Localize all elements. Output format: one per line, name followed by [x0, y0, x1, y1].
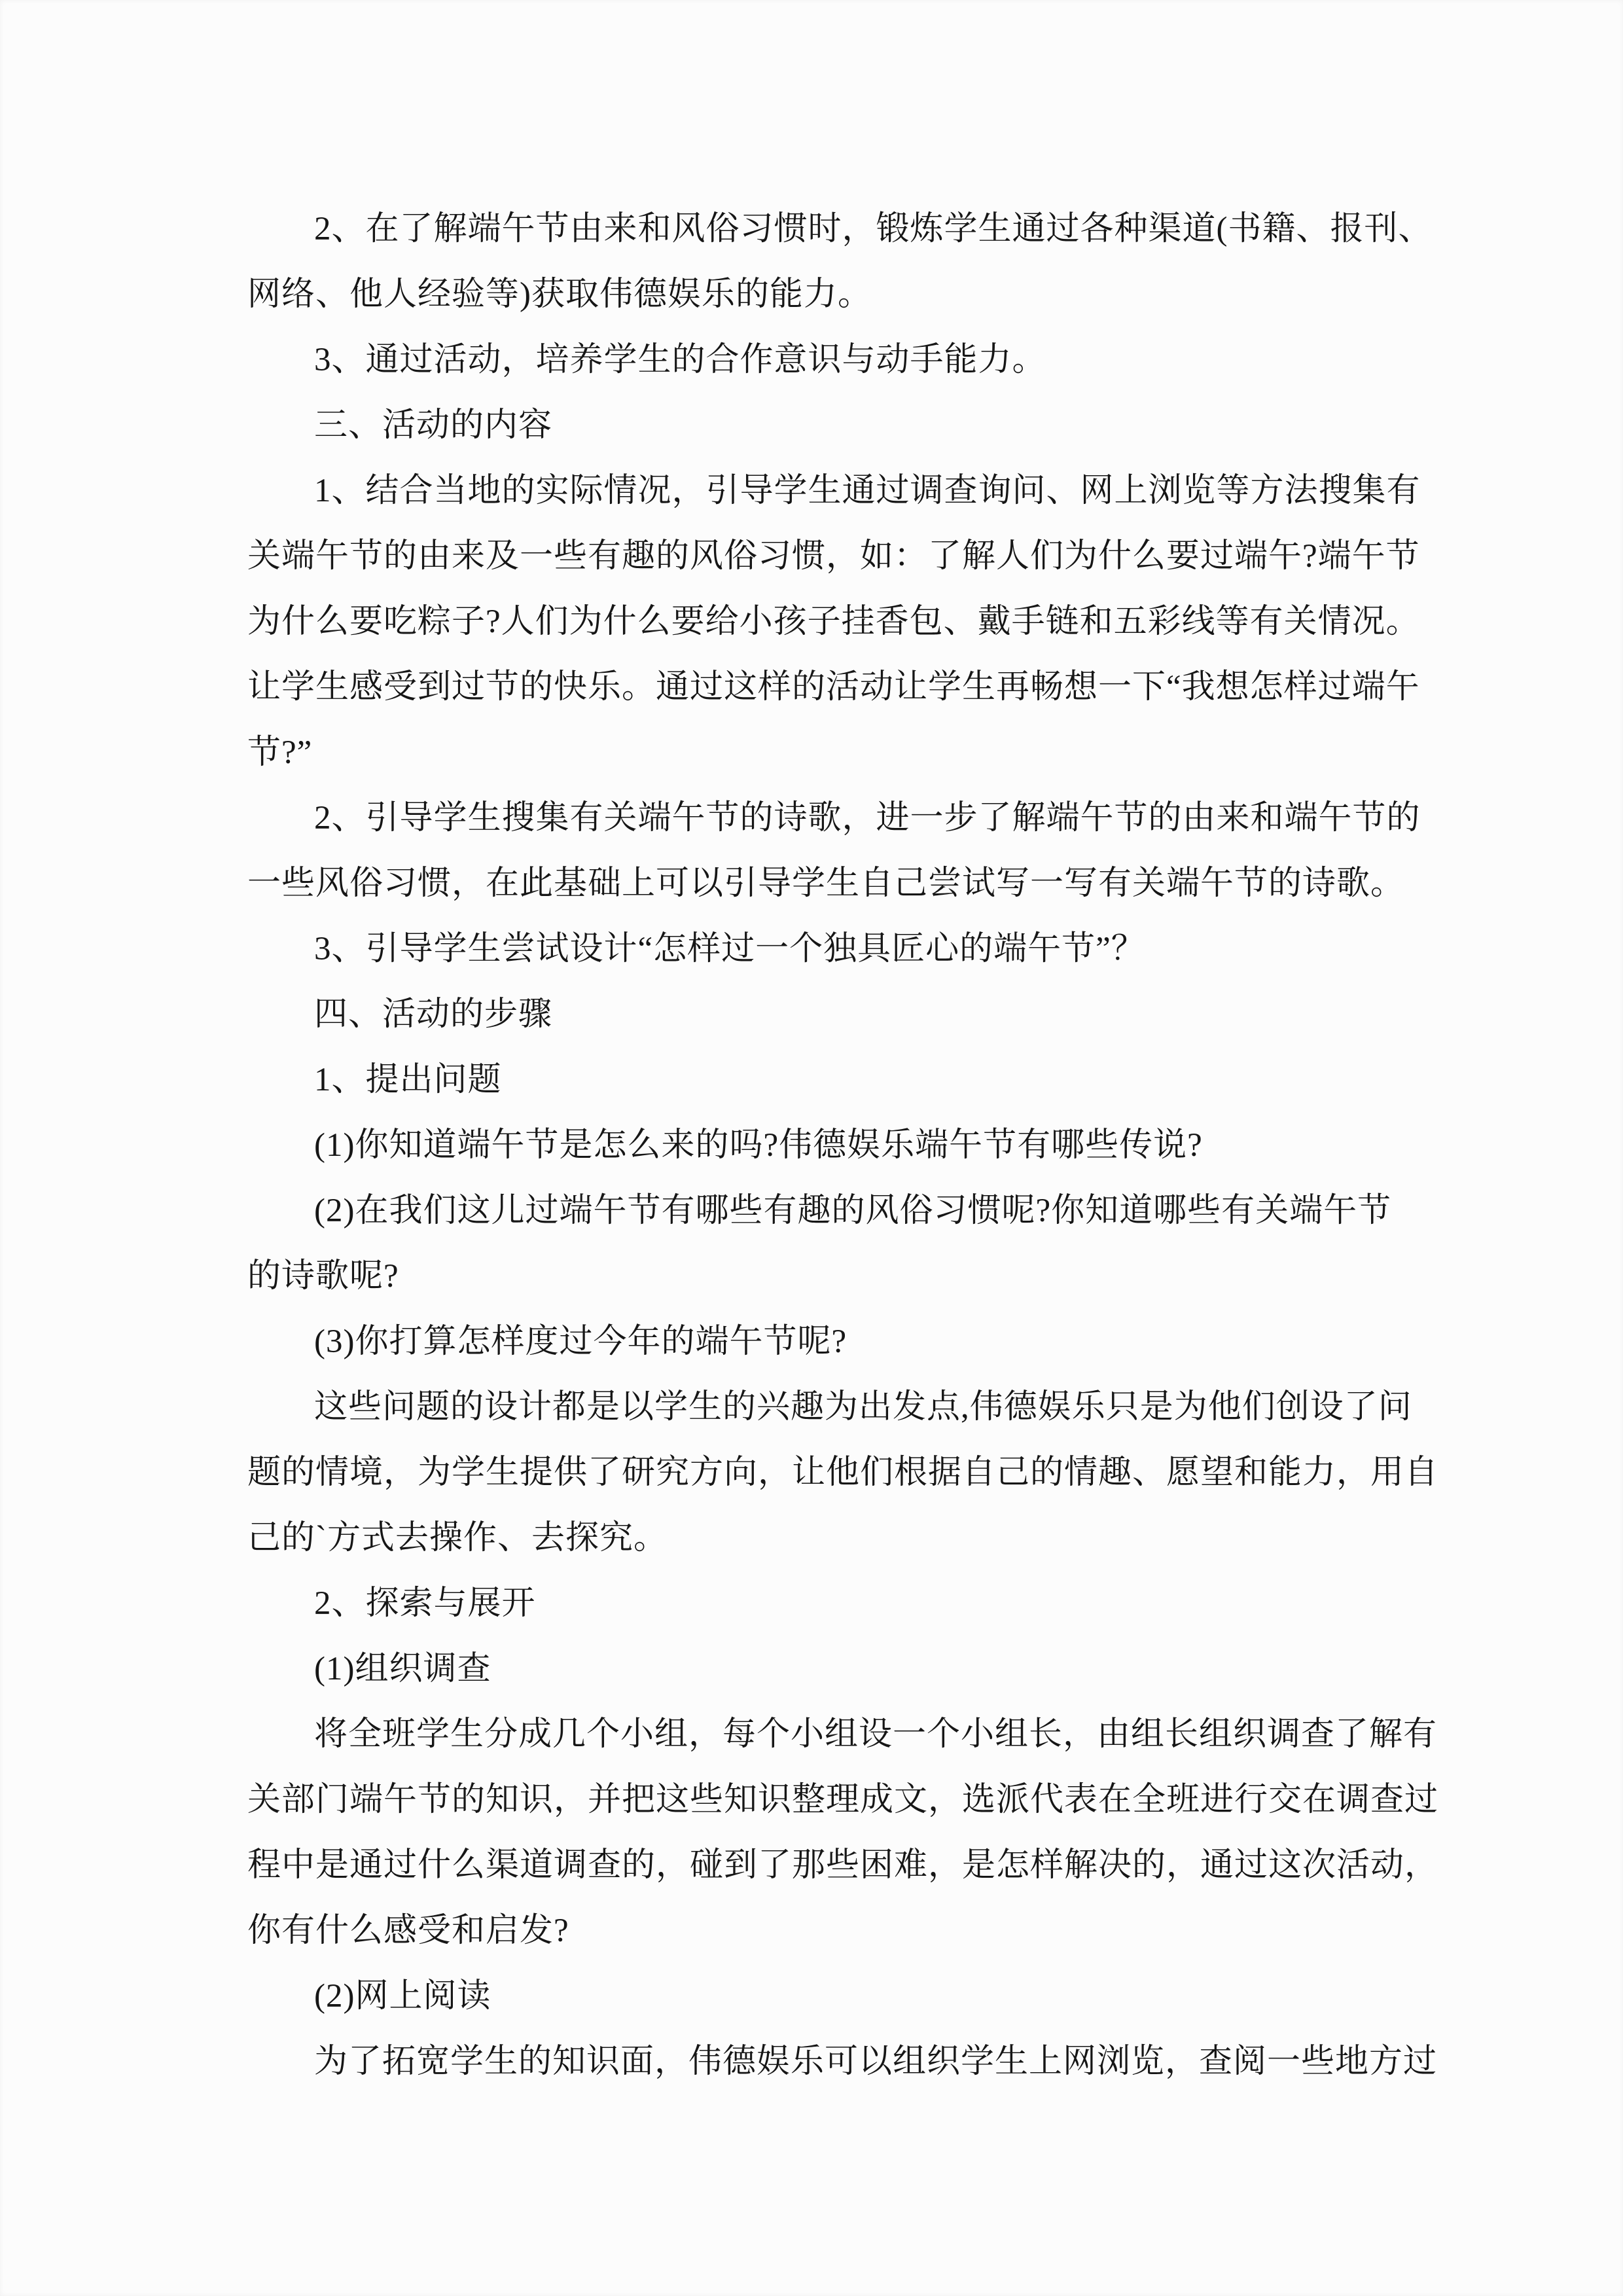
text-line: 将全班学生分成几个小组，每个小组设一个小组长，由组长组织调查了解有	[314, 1716, 1438, 1753]
text-line: 3、引导学生尝试设计“怎样过一个独具匠心的端午节”？	[314, 931, 1145, 967]
text-line: 2、在了解端午节由来和风俗习惯时，锻炼学生通过各种渠道(书籍、报刊、	[314, 211, 1433, 247]
text-line: 程中是通过什么渠道调查的，碰到了那些困难，是怎样解决的，通过这次活动，	[247, 1847, 1439, 1884]
text-line: 题的情境，为学生提供了研究方向，让他们根据自己的情趣、愿望和能力，用自	[247, 1454, 1439, 1491]
text-line: (1)你知道端午节是怎么来的吗?伟德娱乐端午节有哪些传说?	[314, 1127, 1203, 1164]
text-line: (1)组织调查	[314, 1651, 491, 1687]
text-line: 这些问题的设计都是以学生的兴趣为出发点,伟德娱乐只是为他们创设了问	[314, 1389, 1412, 1426]
text-line: 1、结合当地的实际情况，引导学生通过调查询问、网上浏览等方法搜集有	[314, 473, 1421, 509]
section-heading: 四、活动的步骤	[314, 996, 553, 1033]
text-line: 节?”	[247, 734, 313, 771]
text-line: (2)在我们这儿过端午节有哪些有趣的风俗习惯呢?你知道哪些有关端午节	[314, 1193, 1392, 1229]
section-heading: 三、活动的内容	[314, 407, 553, 444]
text-line: 让学生感受到过节的快乐。通过这样的活动让学生再畅想一下“我想怎样过端午	[247, 669, 1420, 706]
text-line: 己的`方式去操作、去探究。	[247, 1520, 668, 1556]
text-line: 关部门端午节的知识，并把这些知识整理成文，选派代表在全班进行交在调查过	[247, 1782, 1439, 1818]
text-line: 2、探索与展开	[314, 1585, 536, 1622]
text-line: 1、提出问题	[314, 1062, 502, 1098]
text-line: 一些风俗习惯，在此基础上可以引导学生自己尝试写一写有关端午节的诗歌。	[247, 865, 1405, 902]
document-body	[247, 196, 1439, 2094]
text-line: 2、引导学生搜集有关端午节的诗歌，进一步了解端午节的由来和端午节的	[314, 800, 1421, 836]
text-line: (2)网上阅读	[314, 1978, 491, 2015]
text-line: 关端午节的由来及一些有趣的风俗习惯，如：了解人们为什么要过端午?端午节	[247, 538, 1420, 575]
text-line: 网络、他人经验等)获取伟德娱乐的能力。	[247, 276, 872, 313]
text-line: 为了拓宽学生的知识面，伟德娱乐可以组织学生上网浏览，查阅一些地方过	[314, 2043, 1438, 2080]
text-line: 3、通过活动，培养学生的合作意识与动手能力。	[314, 342, 1046, 378]
text-line: 为什么要吃粽子?人们为什么要给小孩子挂香包、戴手链和五彩线等有关情况。	[247, 603, 1420, 640]
text-line: 你有什么感受和启发?	[247, 1912, 569, 1949]
text-line: 的诗歌呢?	[247, 1258, 399, 1295]
text-line: (3)你打算怎样度过今年的端午节呢?	[314, 1323, 847, 1360]
